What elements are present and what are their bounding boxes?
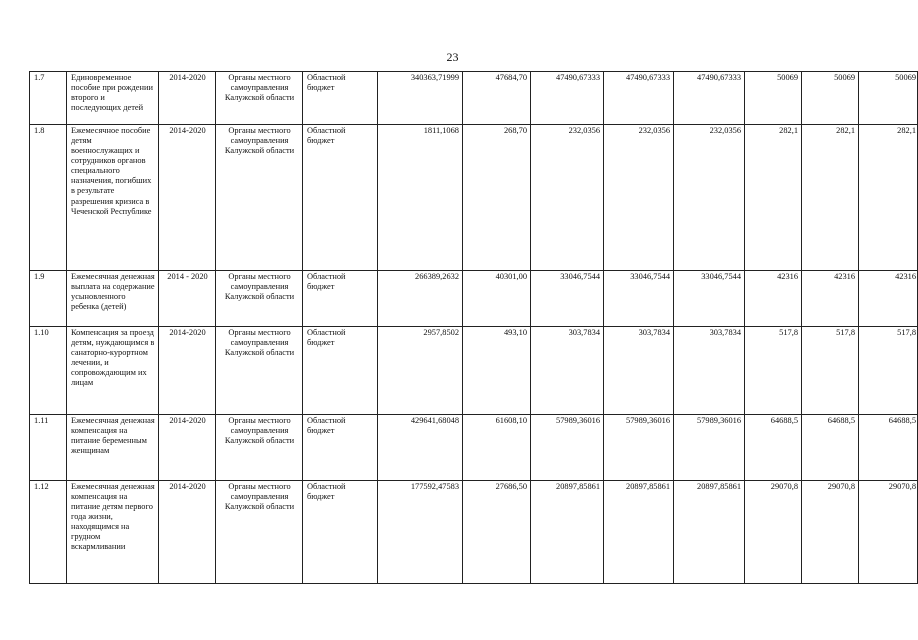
value-year: 493,10 <box>463 327 531 415</box>
row-number: 1.10 <box>30 327 67 415</box>
value-year: 57989,36016 <box>604 415 674 481</box>
value-year: 33046,7544 <box>674 271 745 327</box>
value-year: 282,1 <box>859 125 918 271</box>
measure-name: Компенсация за проезд детям, нуждающимся в санаторно-курортном лечении, и сопровождающим их лицам <box>67 327 159 415</box>
value-year: 29070,8 <box>802 481 859 584</box>
budget-table <box>29 71 918 584</box>
value-year: 303,7834 <box>604 327 674 415</box>
value-year: 33046,7544 <box>531 271 604 327</box>
period: 2014-2020 <box>159 72 216 125</box>
measure-name: Единовременное пособие при рождении второго и последующих детей <box>67 72 159 125</box>
executor: Органы местного самоуправления Калужской области <box>216 72 303 125</box>
value-year: 42316 <box>745 271 802 327</box>
value-total: 340363,71999 <box>378 72 463 125</box>
value-year: 232,0356 <box>674 125 745 271</box>
value-year: 47684,70 <box>463 72 531 125</box>
executor: Органы местного самоуправления Калужской области <box>216 125 303 271</box>
value-year: 20897,85861 <box>604 481 674 584</box>
row-number: 1.7 <box>30 72 67 125</box>
value-year: 232,0356 <box>531 125 604 271</box>
row-number: 1.11 <box>30 415 67 481</box>
value-year: 64688,5 <box>802 415 859 481</box>
period: 2014-2020 <box>159 125 216 271</box>
table-row <box>30 271 918 327</box>
table-row <box>30 327 918 415</box>
value-year: 517,8 <box>859 327 918 415</box>
table-row <box>30 72 918 125</box>
value-year: 57989,36016 <box>674 415 745 481</box>
value-year: 282,1 <box>802 125 859 271</box>
table-row <box>30 481 918 584</box>
executor: Органы местного самоуправления Калужской области <box>216 415 303 481</box>
value-total: 1811,1068 <box>378 125 463 271</box>
value-year: 268,70 <box>463 125 531 271</box>
value-total: 266389,2632 <box>378 271 463 327</box>
measure-name: Ежемесячная денежная компенсация на питание детям первого года жизни, находящимся на грудном вскармливании <box>67 481 159 584</box>
value-year: 64688,5 <box>745 415 802 481</box>
measure-name: Ежемесячная денежная выплата на содержание усыновленного ребенка (детей) <box>67 271 159 327</box>
row-number: 1.12 <box>30 481 67 584</box>
value-year: 42316 <box>859 271 918 327</box>
table-row <box>30 125 918 271</box>
value-year: 64688,5 <box>859 415 918 481</box>
value-year: 57989,36016 <box>531 415 604 481</box>
value-year: 282,1 <box>745 125 802 271</box>
funding-source: Областной бюджет <box>303 415 378 481</box>
period: 2014-2020 <box>159 415 216 481</box>
row-number: 1.9 <box>30 271 67 327</box>
value-year: 61608,10 <box>463 415 531 481</box>
funding-source: Областной бюджет <box>303 327 378 415</box>
value-total: 2957,8502 <box>378 327 463 415</box>
value-year: 42316 <box>802 271 859 327</box>
row-number: 1.8 <box>30 125 67 271</box>
funding-source: Областной бюджет <box>303 72 378 125</box>
executor: Органы местного самоуправления Калужской области <box>216 271 303 327</box>
value-year: 517,8 <box>802 327 859 415</box>
value-year: 20897,85861 <box>531 481 604 584</box>
value-year: 29070,8 <box>745 481 802 584</box>
value-year: 47490,67333 <box>674 72 745 125</box>
table-row <box>30 415 918 481</box>
funding-source: Областной бюджет <box>303 271 378 327</box>
funding-source: Областной бюджет <box>303 481 378 584</box>
value-year: 517,8 <box>745 327 802 415</box>
value-year: 232,0356 <box>604 125 674 271</box>
value-year: 47490,67333 <box>531 72 604 125</box>
value-year: 50069 <box>745 72 802 125</box>
value-year: 50069 <box>802 72 859 125</box>
period: 2014 - 2020 <box>159 271 216 327</box>
value-year: 50069 <box>859 72 918 125</box>
value-year: 47490,67333 <box>604 72 674 125</box>
value-year: 303,7834 <box>531 327 604 415</box>
measure-name: Ежемесячная денежная компенсация на питание беременным женщинам <box>67 415 159 481</box>
value-total: 177592,47583 <box>378 481 463 584</box>
value-year: 33046,7544 <box>604 271 674 327</box>
executor: Органы местного самоуправления Калужской области <box>216 327 303 415</box>
value-year: 303,7834 <box>674 327 745 415</box>
period: 2014-2020 <box>159 327 216 415</box>
period: 2014-2020 <box>159 481 216 584</box>
value-total: 429641,68048 <box>378 415 463 481</box>
measure-name: Ежемесячное пособие детям военнослужащих и сотрудников органов специального назначения, погибших в результате разрешения кризиса в Чеченской Республике <box>67 125 159 271</box>
executor: Органы местного самоуправления Калужской области <box>216 481 303 584</box>
value-year: 20897,85861 <box>674 481 745 584</box>
funding-source: Областной бюджет <box>303 125 378 271</box>
value-year: 29070,8 <box>859 481 918 584</box>
value-year: 27686,50 <box>463 481 531 584</box>
value-year: 40301,00 <box>463 271 531 327</box>
page-number: 23 <box>446 50 459 64</box>
